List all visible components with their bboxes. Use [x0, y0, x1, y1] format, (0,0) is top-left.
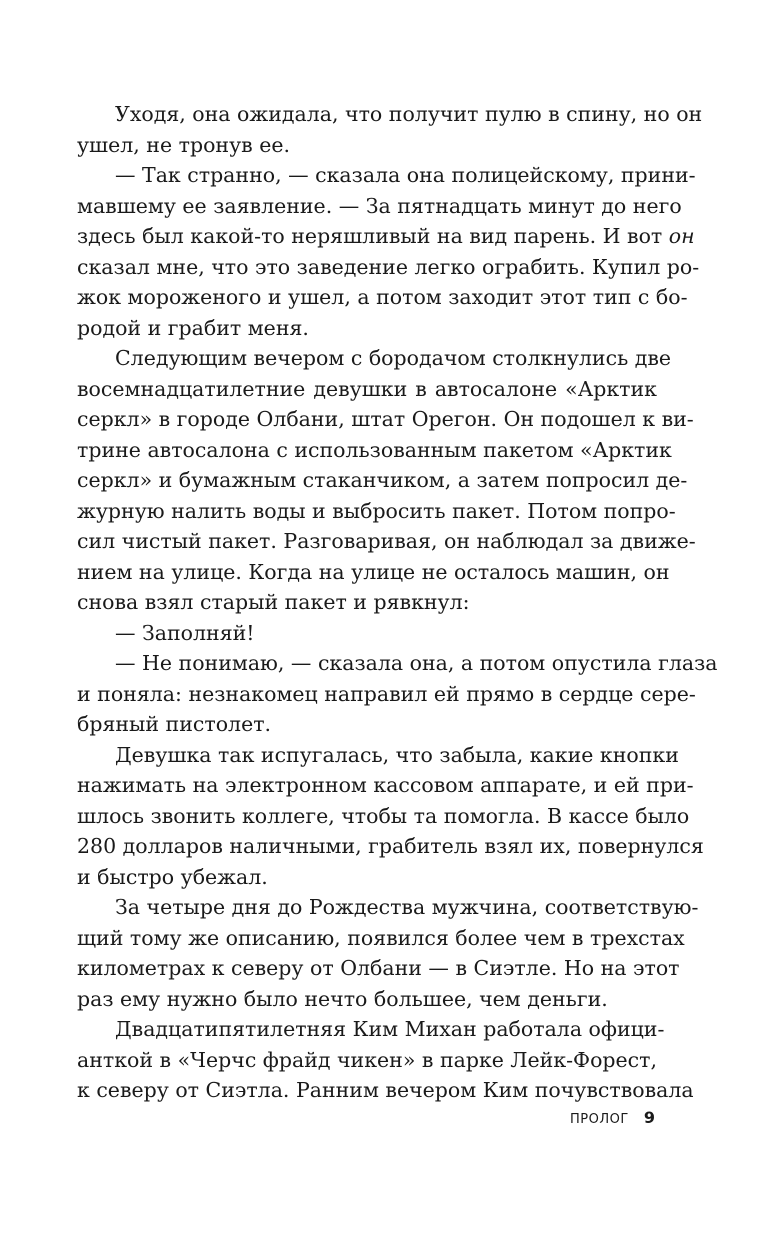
emphasis-word: он: [668, 224, 695, 248]
text-line: Двадцатипятилетняя Ким Михан работала офици-: [115, 1017, 665, 1041]
text-line: анткой в «Черчс фрайд чикен» в парке Лейк-Форест,: [77, 1047, 658, 1072]
text-line: нием на улице. Когда на улице не осталось машин, он: [77, 559, 670, 584]
text-line: жок мороженого и ушел, а потом заходит этот тип с бо-: [77, 285, 688, 309]
text-line: За четыре дня до Рождества мужчина, соответствую-: [115, 895, 699, 919]
text-line: сказал мне, что это заведение легко ограбить. Купил ро-: [77, 254, 700, 279]
text-line: сил чистый пакет. Разговаривая, он наблюдал за движе-: [77, 529, 696, 553]
text-line: раз ему нужно было нечто большее, чем деньги.: [77, 986, 608, 1011]
body-text: [77, 99, 718, 1106]
text-line: нажимать на электронном кассовом аппарате, и ей при-: [77, 773, 694, 797]
text-line: к северу от Сиэтла. Ранним вечером Ким почувствовала: [77, 1078, 694, 1102]
text-line: родой и грабит меня.: [77, 315, 309, 340]
text-line: ушел, не тронув ее.: [77, 132, 290, 157]
text-line: — Не понимаю, — сказала она, а потом опустила глаза: [115, 651, 718, 675]
text-line: 280 долларов наличными, грабитель взял их, повернулся: [77, 834, 704, 858]
text-line: журную налить воды и выбросить пакет. Потом попро-: [77, 498, 676, 523]
text-line: здесь был какой-то неряшливый на вид парень. И вот он: [77, 224, 695, 248]
text-line: серкл» в городе Олбани, штат Орегон. Он подошел к ви-: [77, 407, 694, 431]
running-head-chapter: ПРОЛОГ: [569, 1112, 629, 1127]
page-number: 9: [643, 1108, 655, 1127]
text-line: километрах к северу от Олбани — в Сиэтле. Но на этот: [77, 956, 680, 980]
text-line: бряный пистолет.: [77, 712, 272, 736]
text-line: восемнадцатилетние девушки в автосалоне «Арктик: [77, 376, 657, 401]
text-line: шлось звонить коллеге, чтобы та помогла. В кассе было: [77, 803, 690, 828]
text-line: трине автосалона с использованным пакетом «Арктик: [77, 437, 672, 462]
text-line: и поняла: незнакомец направил ей прямо в сердце сере-: [77, 681, 696, 706]
text-line: Девушка так испугалась, что забыла, какие кнопки: [115, 742, 679, 767]
text-line: мавшему ее заявление. — За пятнадцать минут до него: [77, 193, 682, 218]
text-line: — Так странно, — сказала она полицейскому, прини-: [115, 163, 696, 187]
text-line: серкл» и бумажным стаканчиком, а затем попросил де-: [77, 468, 688, 492]
page-footer: [570, 1108, 655, 1127]
text-line: Уходя, она ожидала, что получит пулю в спину, но он: [115, 102, 703, 126]
text-line: и быстро убежал.: [77, 864, 268, 889]
text-line: щий тому же описанию, появился более чем в трехстах: [77, 925, 685, 950]
text-line: Следующим вечером с бородачом столкнулись две: [115, 346, 672, 370]
text-line: — Заполняй!: [115, 620, 255, 645]
text-line: снова взял старый пакет и рявкнул:: [77, 590, 470, 614]
